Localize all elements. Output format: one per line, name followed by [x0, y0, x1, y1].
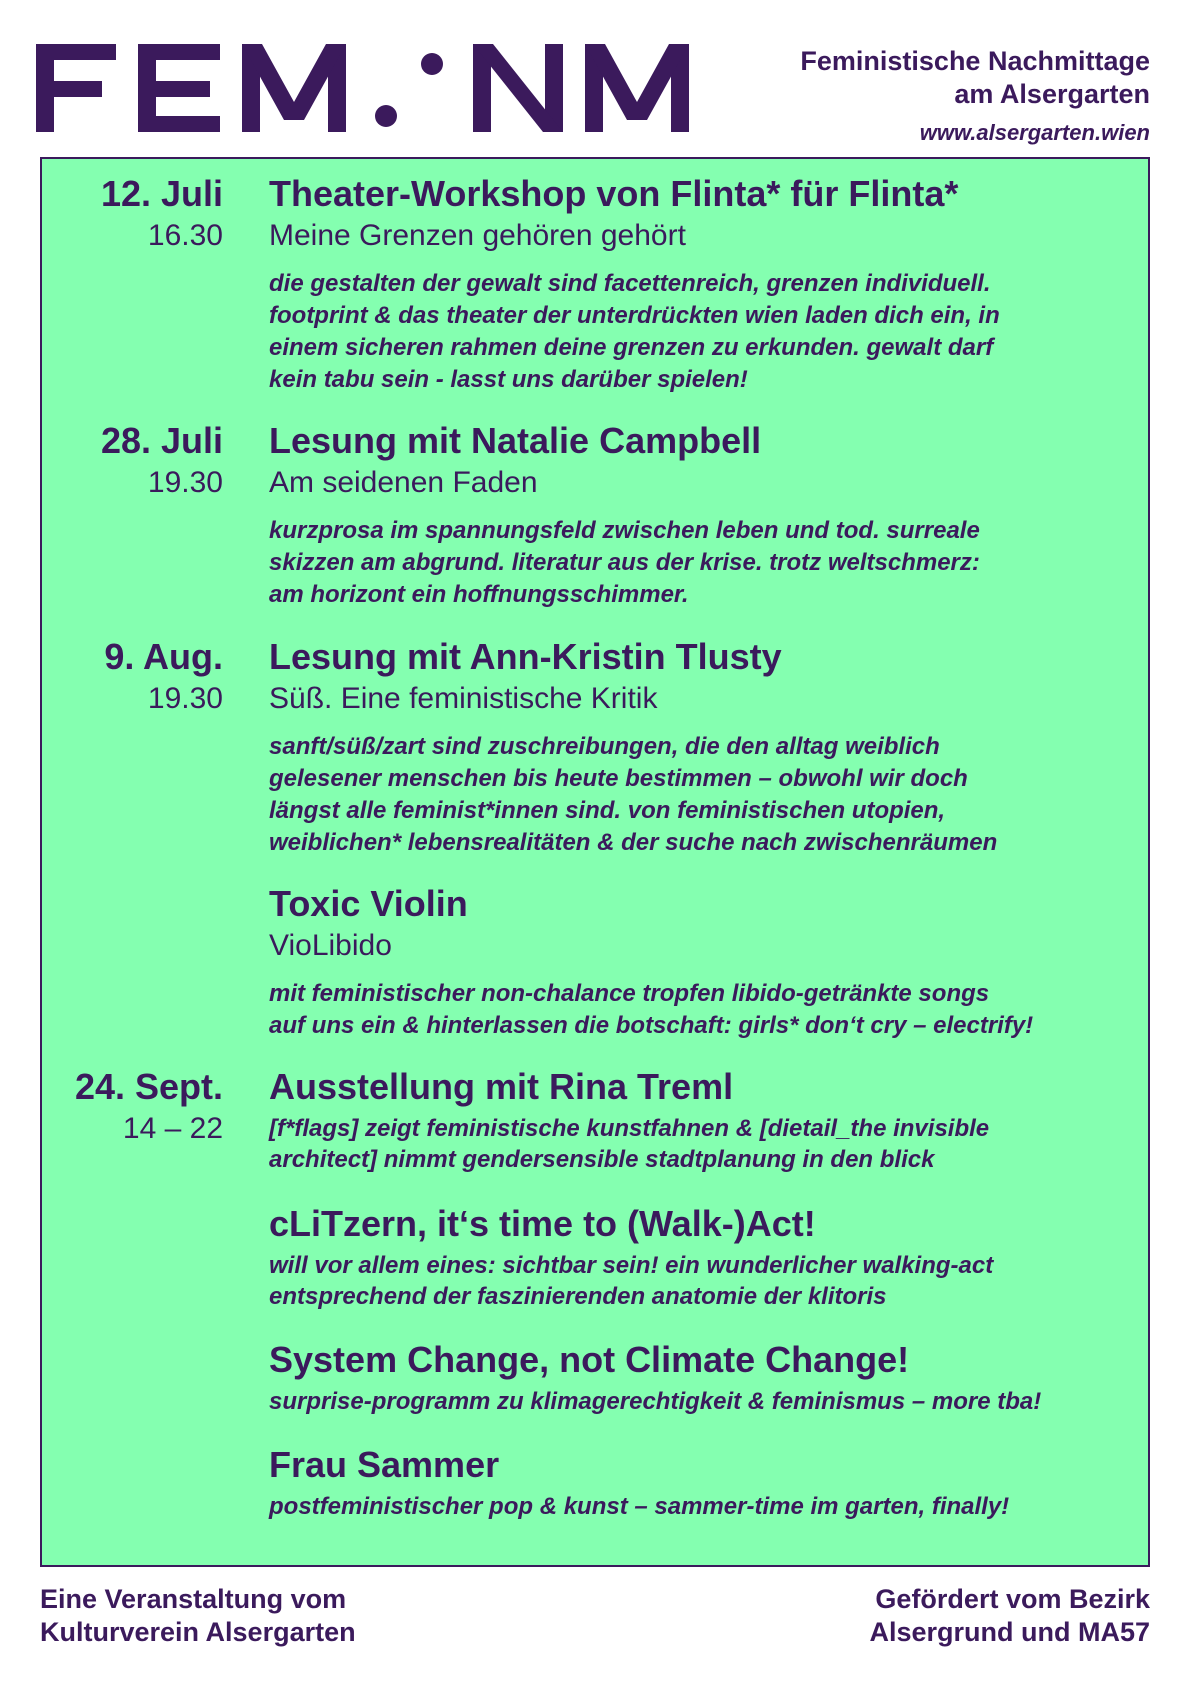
event-title: cLiTzern, it‘s time to (Walk-)Act!	[269, 1203, 816, 1244]
description-line: architect] nimmt gendersensible stadtplanung in den blick	[269, 1146, 935, 1173]
website-link[interactable]: www.alsergarten.wien	[919, 120, 1150, 145]
event-title: Theater-Workshop von Flinta* für Flinta*	[269, 173, 959, 214]
organizer-credit	[40, 1583, 356, 1649]
event-description	[269, 1386, 1139, 1417]
event-description	[269, 515, 1139, 611]
event-date: 28. Juli	[100, 420, 223, 461]
description-line: sanft/süß/zart sind zuschreibungen, die den alltag weiblich	[269, 733, 940, 760]
organizer-line-2: Kulturverein Alsergarten	[40, 1617, 356, 1647]
organizer-line-1: Eine Veranstaltung vom	[40, 1584, 347, 1614]
event-subtitle: Am seidenen Faden	[269, 466, 538, 499]
description-line: die gestalten der gewalt sind facettenreich, grenzen individuell.	[269, 270, 991, 297]
funding-line-1: Gefördert vom Bezirk	[875, 1584, 1150, 1614]
event-description	[269, 978, 1139, 1042]
description-line: footprint & das theater der unterdrückten wien laden dich ein, in	[269, 302, 1000, 329]
event-title: Frau Sammer	[269, 1444, 500, 1485]
description-line: einem sicheren rahmen deine grenzen zu erkunden. gewalt darf	[269, 334, 994, 361]
logo-wordmark	[36, 36, 706, 140]
event-date: 12. Juli	[100, 173, 223, 214]
description-line: [f*flags] zeigt feministische kunstfahnen & [dietail_the invisible	[269, 1115, 990, 1142]
description-line: surprise-programm zu klimagerechtigkeit & feminismus – more tba!	[269, 1388, 1042, 1415]
description-line: will vor allem eines: sichtbar sein! ein wunderlicher walking-act	[269, 1252, 994, 1279]
description-line: skizzen am abgrund. literatur aus der krise. trotz weltschmerz:	[269, 549, 980, 576]
event-title: Lesung mit Ann-Kristin Tlusty	[269, 636, 782, 677]
event-time: 16.30	[147, 219, 223, 252]
event-subtitle: VioLibido	[269, 929, 392, 962]
tagline	[800, 45, 1150, 147]
funding-credit	[869, 1583, 1150, 1649]
event-title: Ausstellung mit Rina Treml	[269, 1066, 734, 1107]
description-line: gelesener menschen bis heute bestimmen – obwohl wir doch	[269, 765, 968, 792]
event-description	[269, 1491, 1139, 1522]
description-line: auf uns ein & hinterlassen die botschaft: girls* don‘t cry – electrify!	[269, 1012, 1034, 1039]
event-description	[269, 1113, 1139, 1175]
event-subtitle: Süß. Eine feministische Kritik	[269, 682, 658, 715]
description-line: mit feministischer non-chalance tropfen libido-getränkte songs	[269, 980, 990, 1007]
event-subtitle: Meine Grenzen gehören gehört	[269, 219, 686, 252]
funding-line-2: Alsergrund und MA57	[869, 1617, 1150, 1647]
event-date: 24. Sept.	[74, 1066, 223, 1107]
event-time: 19.30	[147, 682, 223, 715]
description-line: postfeministischer pop & kunst – sammer-time im garten, finally!	[269, 1493, 1010, 1520]
event-description	[269, 268, 1139, 396]
description-line: kein tabu sein - lasst uns darüber spielen!	[269, 366, 748, 393]
event-time: 14 – 22	[122, 1112, 223, 1145]
description-line: entsprechend der faszinierenden anatomie der klitoris	[269, 1283, 887, 1310]
description-line: weiblichen* lebensrealitäten & der suche nach zwischenräumen	[269, 829, 998, 856]
event-title: System Change, not Climate Change!	[269, 1339, 910, 1380]
event-title: Toxic Violin	[269, 883, 468, 924]
event-title: Lesung mit Natalie Campbell	[269, 420, 762, 461]
logo	[36, 36, 706, 140]
description-line: am horizont ein hoffnungsschimmer.	[269, 581, 689, 608]
program-panel	[40, 157, 1150, 1567]
event-description	[269, 731, 1139, 859]
tagline-line-1: Feministische Nachmittage	[800, 46, 1150, 76]
tagline-line-2: am Alsergarten	[954, 79, 1150, 109]
event-date: 9. Aug.	[104, 636, 223, 677]
description-line: längst alle feminist*innen sind. von feministischen utopien,	[269, 797, 946, 824]
event-description	[269, 1250, 1139, 1312]
description-line: kurzprosa im spannungsfeld zwischen leben und tod. surreale	[269, 517, 980, 544]
event-time: 19.30	[147, 466, 223, 499]
